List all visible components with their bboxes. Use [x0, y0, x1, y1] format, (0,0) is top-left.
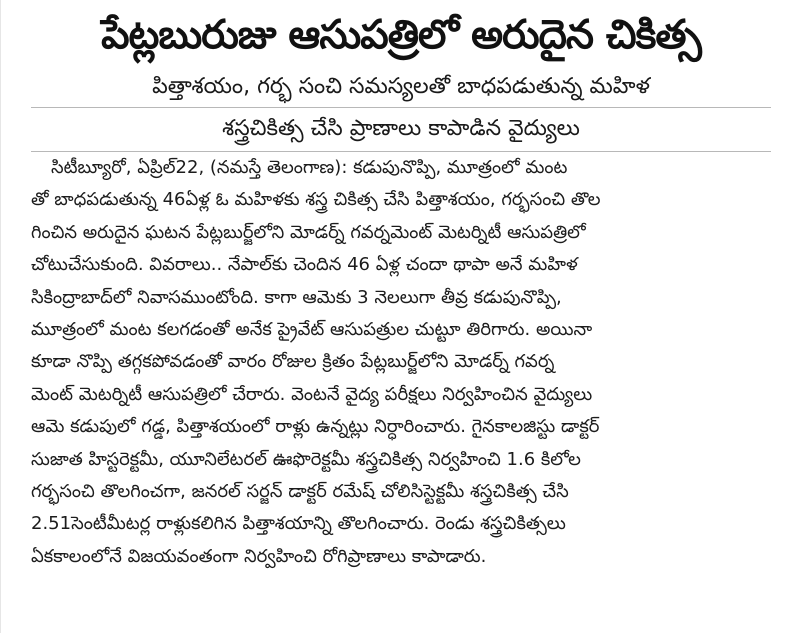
article-headline: పేట్లబురుజు ఆసుపత్రిలో అరుదైన చికిత్స — [101, 12, 701, 58]
article-subheadline: శస్త్రచికిత్స చేసి ప్రాణాలు కాపాడిన వైద్యులు — [222, 116, 580, 141]
body-line: సిటీబ్యూరో, ఏప్రిల్22, (నమస్తే తెలంగాణ): కడుపునొప్పి, మూత్రంలో మంట — [51, 157, 568, 178]
body-line: ఆమె కడుపులో గడ్డ, పిత్తాశయంలో రాళ్లు ఉన్నట్లు నిర్ధారించారు. గైనకాలజిస్టు డాక్టర్ — [31, 416, 600, 438]
divider — [31, 107, 771, 108]
body-line: సికింద్రాబాద్‌లో నివాసముంటోంది. కాగా ఆమెకు 3 నెలలుగా తీవ్ర కడుపునొప్పి, — [31, 286, 562, 308]
article-body — [31, 152, 776, 622]
body-line: కూడా నొప్పి తగ్గకపోవడంతో వారం రోజుల క్రితం పేట్లబుర్జ్‌లోని మోడర్న్ గవర్న — [31, 351, 555, 373]
body-line: మూత్రంలో మంట కలగడంతో అనేక ప్రైవేట్ ఆసుపత్రుల చుట్టూ తిరిగారు. అయినా — [31, 318, 593, 340]
body-line: మెంట్ మెటర్నిటీ ఆసుపత్రిలో చేరారు. వెంటనే వైద్య పరీక్షలు నిర్వహించిన వైద్యులు — [31, 383, 593, 405]
body-line: చోటుచేసుకుంది. వివరాలు.. నేపాల్‌కు చెందిన 46 ఏళ్ల చందా థాపా అనే మహిళ — [31, 254, 578, 276]
body-line: తో బాధపడుతున్న 46ఏళ్ల ఓ మహిళకు శస్త్ర చికిత్స చేసి పిత్తాశయం, గర్భసంచి తొల — [31, 189, 601, 211]
body-line: ఏకకాలంలోనే విజయవంతంగా నిర్వహించి రోగిప్రాణాలు కాపాడారు. — [31, 545, 487, 567]
body-line: గించిన అరుదైన ఘటన పేట్లబుర్జ్‌లోని మోడర్న్ గవర్నమెంట్ మెటర్నిటీ ఆసుపత్రిలో — [31, 221, 586, 243]
body-line: 2.51సెంటీమీటర్ల రాళ్లుకలిగిన పిత్తాశయాన్ని తొలగించారు. రెండు శస్త్రచికిత్సలు — [31, 513, 566, 535]
article-subheadline: పిత్తాశయం, గర్భ సంచి సమస్యలతో బాధపడుతున్న మహిళ — [152, 74, 650, 99]
body-line: సుజాత హిస్టరెక్టమీ, యూనిలేటరల్ ఊఫొరెక్టమీ శస్త్రచికిత్స నిర్వహించి 1.6 కిలోల — [31, 448, 581, 470]
body-line: గర్భసంచి తొలగించగా, జనరల్ సర్జన్ డాక్టర్ రమేష్ చోలిసిస్టెక్టమీ శస్త్రచికిత్స చేసి — [31, 480, 569, 502]
